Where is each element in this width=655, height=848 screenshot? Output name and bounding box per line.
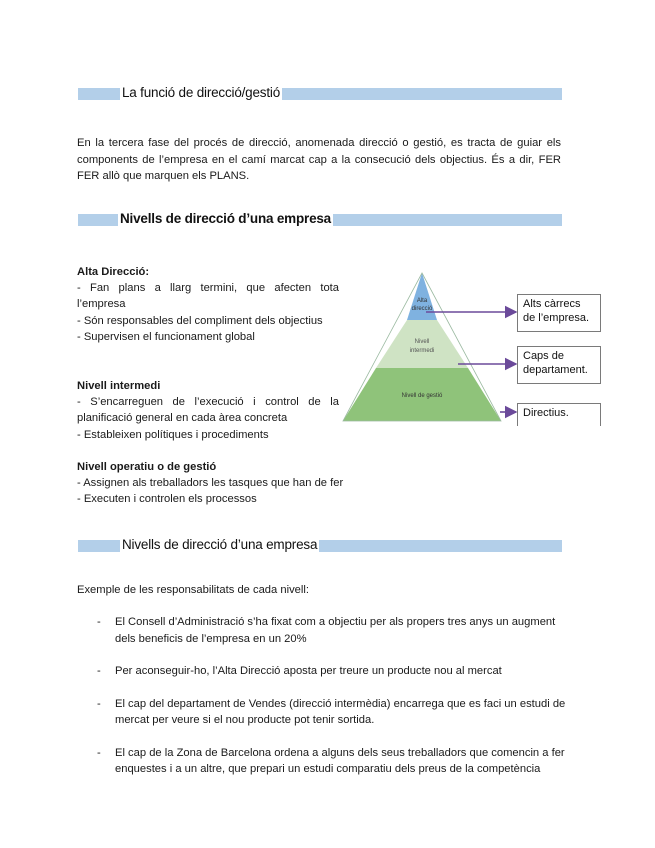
callout-line: de l’empresa. xyxy=(523,312,590,324)
pyramid-top xyxy=(407,273,437,320)
pyramid-mid-label-1: Nivell xyxy=(414,339,430,345)
callout-line: Directius. xyxy=(523,407,569,419)
callout-line: Alts càrrecs xyxy=(523,298,581,310)
level-line: - Assignen als treballadors les tasques que han de fer xyxy=(77,477,344,490)
list-item xyxy=(97,696,567,729)
level-line: - S’encarreguen de l’execució i control de la planificació general en cada àrea concreta xyxy=(77,396,339,425)
list-item xyxy=(97,745,567,778)
list-item xyxy=(97,614,567,647)
level-line: - Supervisen el funcionament global xyxy=(77,330,255,343)
bullet-dash: - xyxy=(97,665,101,677)
section-header-funcio-direccio xyxy=(78,85,562,100)
examples-intro: Exemple de les responsabilitats de cada nivell: xyxy=(77,584,309,596)
level-intermedi xyxy=(77,378,339,443)
section-title: Nivells de direcció d’una empresa xyxy=(120,211,331,226)
callout-caps-departament xyxy=(517,346,601,384)
callout-line: Caps de xyxy=(523,350,564,362)
level-alta-direccio xyxy=(77,264,339,345)
level-line: - Fan plans a llarg termini, que afecten tota l’empresa xyxy=(77,282,339,311)
list-item-text: El cap del departament de Vendes (direcció intermèdia) encarrega que es faci un estudi de mercat per veure si el nou producte pot tenir sortida. xyxy=(115,697,566,726)
intro-paragraph: En la tercera fase del procés de direcció, anomenada direcció o gestió, es tracta de guiar els components de l’empresa en el camí marcat cap a la consecució dels objectius. És a dir, FER FER allò que marquen els PLANS. xyxy=(77,137,561,182)
section-title: Nivells de direcció d’una empresa xyxy=(122,537,318,552)
list-item-text: Per aconseguir-ho, l’Alta Direcció aposta per treure un producte nou al mercat xyxy=(115,665,502,677)
callout-directius xyxy=(517,403,601,426)
callout-alts-carrecs xyxy=(517,294,601,332)
list-item-text: El Consell d’Administració s’ha fixat com a objectiu per als propers tres anys un augment dels beneficis de l’empresa en un 20% xyxy=(115,616,556,645)
bullet-dash: - xyxy=(97,746,101,759)
list-item-text: El cap de la Zona de Barcelona ordena a alguns dels seus treballadors que comencin a fer enquestes i a un altre, que prepari un estudi comparatiu dels preus de la competència xyxy=(115,746,565,775)
section-header-nivells-2 xyxy=(78,537,562,552)
pyramid-top-label-2: direcció xyxy=(411,306,433,312)
level-heading: Nivell operatiu o de gestió xyxy=(77,461,217,473)
level-line: - Són responsables del compliment dels objectius xyxy=(77,314,323,327)
pyramid-base-label: Nivell de gestió xyxy=(401,393,443,399)
bullet-dash: - xyxy=(97,616,101,628)
level-heading: Alta Direcció: xyxy=(77,266,150,278)
section-title: La funció de direcció/gestió xyxy=(122,85,281,100)
level-heading: Nivell intermedi xyxy=(77,380,161,392)
section-header-nivells xyxy=(78,211,562,226)
pyramid-top-label-1: Alta xyxy=(416,298,428,304)
pyramid-mid-label-2: intermedi xyxy=(409,348,435,354)
level-line: - Executen i controlen els processos xyxy=(77,493,257,506)
bullet-dash: - xyxy=(97,697,101,710)
list-item xyxy=(97,663,567,680)
examples-list xyxy=(97,614,567,794)
level-operatiu xyxy=(77,459,397,508)
callout-line: departament. xyxy=(523,364,588,376)
level-line: - Estableixen polítiques i procediments xyxy=(77,428,269,441)
